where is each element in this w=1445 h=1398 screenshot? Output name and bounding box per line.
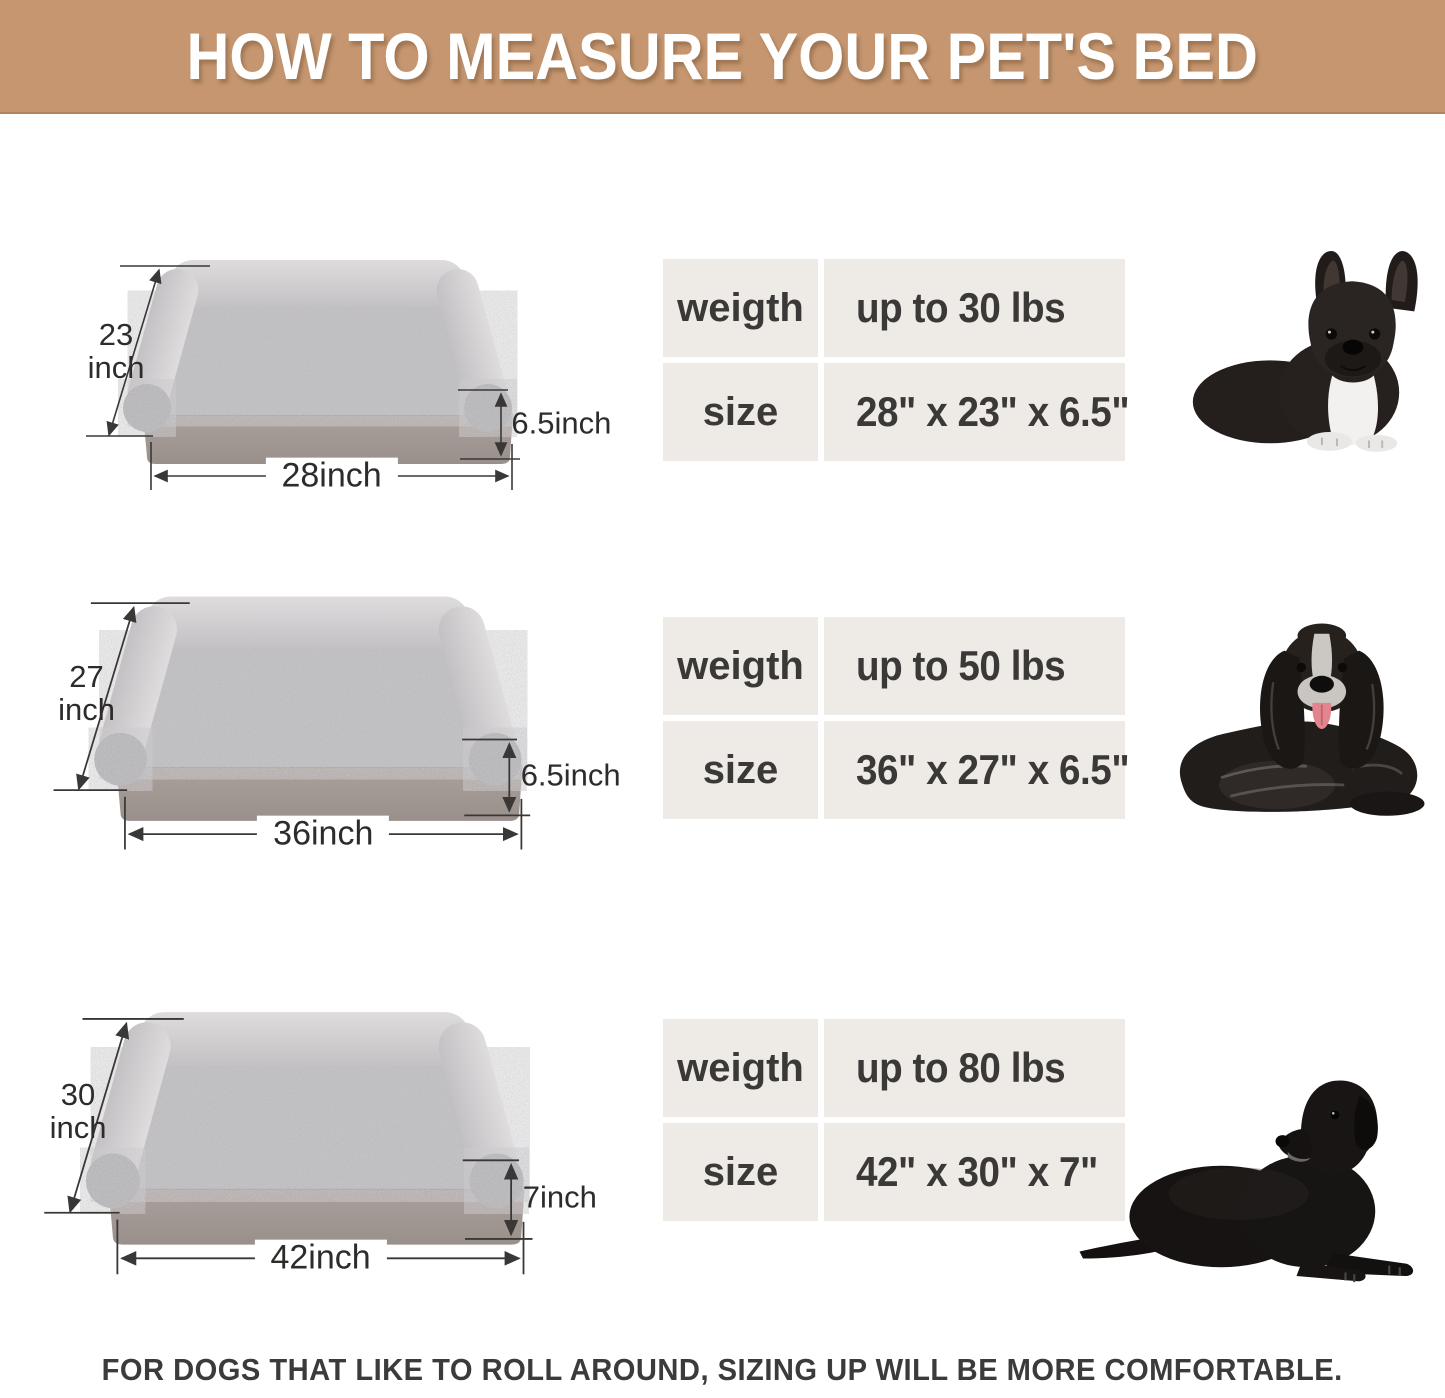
size-value-cell: 36" x 27" x 6.5": [824, 721, 1125, 819]
french-bulldog-photo: [1190, 240, 1435, 460]
weight-value-cell: up to 30 lbs: [824, 259, 1125, 357]
width-label: 36inch: [257, 816, 389, 853]
weight-label-cell: weigth: [663, 1019, 818, 1117]
black-labrador-drawing: [1050, 1045, 1445, 1290]
french-bulldog-drawing: [1190, 240, 1435, 460]
bed-illustration-medium: [25, 580, 640, 855]
height-label: 6.5inch: [520, 757, 621, 793]
size-label-cell: size: [663, 363, 818, 461]
size-value-cell: 42" x 30" x 7": [824, 1123, 1125, 1221]
weight-value-cell: up to 80 lbs: [824, 1019, 1125, 1117]
footer: [0, 1352, 1445, 1388]
weight-label-cell: weigth: [663, 617, 818, 715]
header-banner: [0, 0, 1445, 114]
black-labrador-photo: [1050, 1045, 1445, 1290]
height-label: 6.5inch: [511, 404, 612, 440]
depth-label: 27 inch: [58, 658, 115, 728]
page-title: HOW TO MEASURE YOUR PET'S BED: [186, 19, 1259, 93]
cocker-spaniel-drawing: [1165, 595, 1445, 835]
size-label-cell: size: [663, 1123, 818, 1221]
depth-label: 30 inch: [49, 1076, 107, 1146]
weight-label-cell: weigth: [663, 259, 818, 357]
depth-label: 23 inch: [87, 316, 145, 385]
width-label: 28inch: [265, 458, 397, 495]
weight-value-cell: up to 50 lbs: [824, 617, 1125, 715]
bed-illustration-small: [60, 245, 620, 495]
width-label: 42inch: [254, 1240, 386, 1277]
cocker-spaniel-photo: [1165, 595, 1445, 835]
height-label: 7inch: [522, 1179, 597, 1215]
size-value-cell: 28" x 23" x 6.5": [824, 363, 1125, 461]
size-label-cell: size: [663, 721, 818, 819]
bed-illustration-large: [15, 995, 645, 1280]
spec-table-medium: [663, 617, 1130, 819]
spec-table-small: [663, 259, 1130, 461]
footer-note: FOR DOGS THAT LIKE TO ROLL AROUND, SIZING UP WILL BE MORE COMFORTABLE.: [101, 1352, 1344, 1387]
